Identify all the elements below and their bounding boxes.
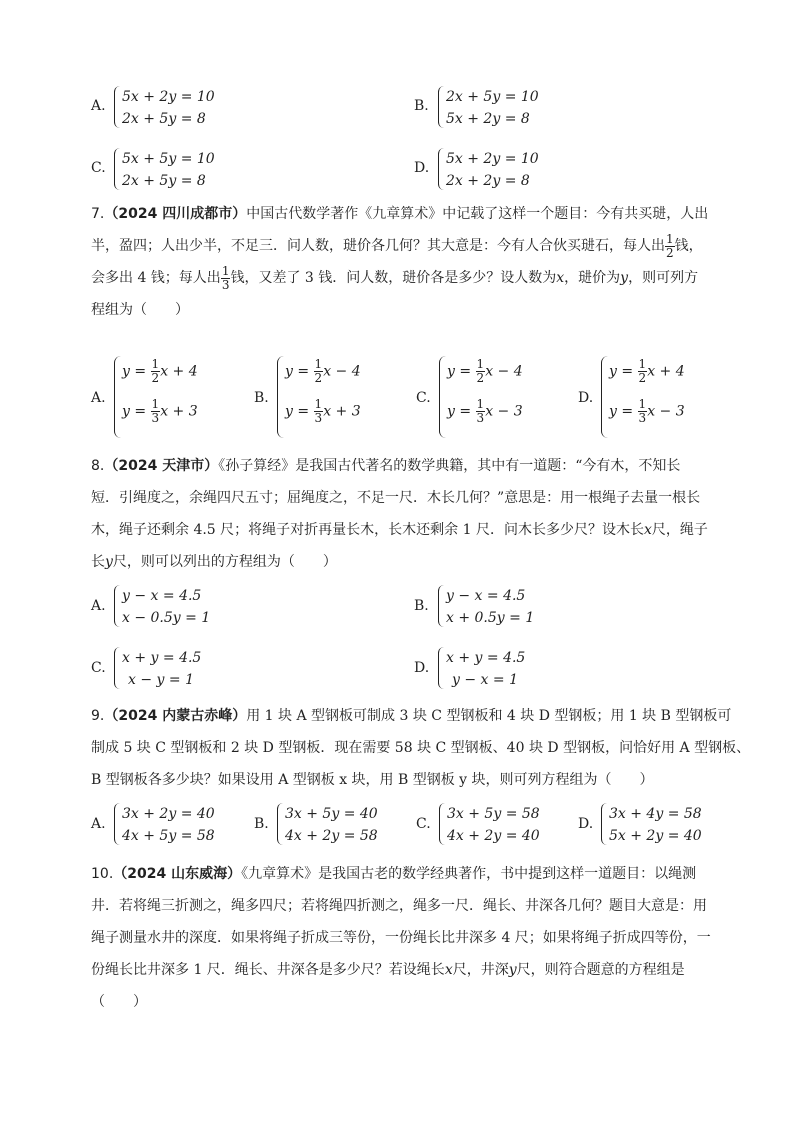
q9-option-b-brace (277, 803, 283, 845)
variable-y: y (105, 554, 113, 570)
q9-option-a-system (122, 803, 215, 847)
stem-line: 长 (91, 554, 105, 570)
question-source: （2024 天津市） (104, 458, 219, 474)
q9-option-c-system (447, 803, 540, 847)
q8-option-c-system (122, 647, 201, 691)
equation: x − y = 1 (128, 672, 194, 688)
equation: 4x + 2y = 40 (447, 828, 540, 844)
q9-option-c-brace (439, 803, 445, 845)
question-number: 10. (91, 866, 114, 882)
q6-option-c-brace (114, 148, 120, 190)
equation: 2x + 2y = 8 (446, 173, 530, 189)
q6-option-d-system (446, 148, 539, 192)
q9-option-d-label[interactable]: D. (578, 816, 594, 832)
q6-option-b-label[interactable]: B. (414, 98, 429, 114)
question-number: 9. (91, 708, 105, 724)
equation: 3x + 4y = 58 (609, 806, 702, 822)
q9-option-c-label[interactable]: C. (416, 816, 431, 832)
stem-line: 尺，则可以列出的方程组为（ ） (112, 554, 337, 570)
q8-option-a-system (122, 585, 210, 629)
equation: x + 0.5y = 1 (446, 610, 535, 626)
q7-option-a-brace (114, 356, 121, 438)
answer-blank: （ ） (91, 994, 147, 1010)
q6-option-c-system (122, 148, 215, 192)
q9-option-b-system (285, 803, 378, 847)
q7-option-d-system: y = $\frac{1}{2}$ x + 4 y = $\frac{1}{3}$ x − 3 (609, 357, 685, 425)
equation: 4x + 5y = 58 (122, 828, 215, 844)
q8-option-b-system (446, 585, 534, 629)
q7-stem (91, 200, 711, 324)
variable-x: x (556, 270, 565, 286)
q8-option-a-brace (114, 585, 120, 627)
q8-option-b-brace (438, 585, 444, 627)
stem-line: 尺，绳子 (651, 522, 708, 538)
stem-line: 井．若将绳三折测之，绳多四尺；若将绳四折测之，绳多一尺．绳长、井深各几何？题目大意是：用 (91, 898, 707, 914)
q9-option-d-system (609, 803, 702, 847)
equation: 2x + 5y = 8 (122, 111, 206, 127)
q9-option-a-label[interactable]: A. (91, 816, 106, 832)
q8-option-a-label[interactable]: A. (91, 598, 106, 614)
q6-option-c-label[interactable]: C. (91, 160, 106, 176)
equation: 5x + 2y = 8 (446, 111, 530, 127)
stem-line: 中国古代数学著作《九章算术》中记载了这样一个题目：今有共买琎，人出 (246, 206, 709, 222)
q9-option-a-brace (114, 803, 120, 845)
fraction-one-third: $\frac{1}{3}$ (221, 263, 230, 292)
q6-option-a-system (122, 86, 215, 130)
stem-line: 半，盈四；人出少半，不足三．问人数，琎价各几何？其大意是：今有人合伙买琎石，每人出 (91, 238, 665, 254)
q6-option-b-brace (438, 86, 444, 128)
q8-option-d-brace (438, 647, 444, 689)
equation: y − x = 4.5 (446, 588, 526, 604)
equation: 5x + 2y = 40 (609, 828, 702, 844)
equation: 5x + 5y = 10 (122, 151, 215, 167)
question-number: 8. (91, 458, 105, 474)
q10-stem (91, 860, 711, 1016)
question-source: （2024 山东威海） (113, 866, 242, 882)
q8-option-d-label[interactable]: D. (414, 660, 430, 676)
equation: 3x + 5y = 58 (447, 806, 540, 822)
equation: 5x + 2y = 10 (122, 89, 215, 105)
q8-option-b-label[interactable]: B. (414, 598, 429, 614)
equation: x + y = 4.5 (122, 650, 202, 666)
stem-line: ，琎价为 (564, 270, 621, 286)
question-source: （2024 四川成都市） (104, 206, 247, 222)
variable-y: y (508, 962, 517, 978)
equation: y − x = 4.5 (122, 588, 202, 604)
stem-line: 制成 5 块 C 型钢板和 2 块 D 型钢板．现在需要 58 块 C 型钢板、40 块 D 型钢板，问恰好用 A 型钢板、 (91, 740, 751, 756)
stem-line: 用 1 块 A 型钢板可制成 3 块 C 型钢板和 4 块 D 型钢板；用 1 块 B 型钢板可 (246, 708, 732, 724)
q7-option-b-system: y = $\frac{1}{2}$ x − 4 y = $\frac{1}{3}$ x + 3 (285, 357, 361, 425)
q6-option-b-system (446, 86, 539, 130)
stem-line: 尺，井深 (452, 962, 509, 978)
q7-option-c-brace (439, 356, 446, 438)
q7-option-b-brace (277, 356, 284, 438)
q7-option-a-label[interactable]: A. (91, 390, 106, 406)
variable-y: y (620, 270, 629, 286)
stem-line: 木，绳子还剩余 4.5 尺；将绳子对折再量长木，长木还剩余 1 尺．问木长多少尺？设木长 (91, 522, 644, 538)
q6-option-d-label[interactable]: D. (414, 160, 430, 176)
q8-stem (91, 452, 711, 576)
stem-line: 会多出 4 钱；每人出 (91, 270, 221, 286)
stem-line: 《孙子算经》是我国古代著名的数学典籍，其中有一道题：“今有木，不知长 (218, 458, 681, 474)
q6-option-a-label[interactable]: A. (91, 98, 106, 114)
stem-line: ，则可列方 (628, 270, 699, 286)
q8-option-c-label[interactable]: C. (91, 660, 106, 676)
stem-line: B 型钢板各多少块？如果设用 A 型钢板 x 块，用 B 型钢板 y 块，则可列方程组为（ ） (91, 772, 654, 788)
fraction-one-half: $\frac{1}{2}$ (666, 231, 674, 260)
q9-option-d-brace (601, 803, 607, 845)
equation: 4x + 2y = 58 (285, 828, 378, 844)
q7-option-d-label[interactable]: D. (578, 390, 594, 406)
q6-option-a-brace (114, 86, 120, 128)
stem-line: 尺，则符合题意的方程组是 (516, 962, 685, 978)
stem-line: 短．引绳度之，余绳四尺五寸；屈绳度之，不足一尺．木长几何？”意思是：用一根绳子去量一根长 (91, 490, 701, 506)
equation: x − 0.5y = 1 (122, 610, 211, 626)
q8-option-d-system (446, 647, 525, 691)
q7-option-c-label[interactable]: C. (416, 390, 431, 406)
equation: 5x + 2y = 10 (446, 151, 539, 167)
equation: x + y = 4.5 (446, 650, 526, 666)
q7-option-d-brace (601, 356, 608, 438)
variable-x: x (444, 962, 453, 978)
q8-option-c-brace (114, 647, 120, 689)
equation: 2x + 5y = 10 (446, 89, 539, 105)
q7-option-b-label[interactable]: B. (254, 390, 269, 406)
stem-line: 钱，又差了 3 钱．问人数，琎价各是多少？设人数为 (230, 270, 557, 286)
q7-option-a-system: y = $\frac{1}{2}$ x + 4 y = $\frac{1}{3}$ x + 3 (122, 357, 198, 425)
stem-line: 钱， (674, 238, 703, 254)
stem-line: 份绳长比井深多 1 尺．绳长、井深各是多少尺？若设绳长 (91, 962, 445, 978)
question-number: 7. (91, 206, 105, 222)
q9-option-b-label[interactable]: B. (254, 816, 269, 832)
question-source: （2024 内蒙古赤峰） (104, 708, 247, 724)
stem-line: 程组为（ ） (91, 302, 189, 318)
q6-option-d-brace (438, 148, 444, 190)
equation: 3x + 2y = 40 (122, 806, 215, 822)
q9-stem (91, 702, 751, 794)
equation: y − x = 1 (452, 672, 518, 688)
stem-line: 《九章算术》是我国古老的数学经典著作，书中提到这样一道题目：以绳测 (241, 866, 697, 882)
equation: 3x + 5y = 40 (285, 806, 378, 822)
equation: 2x + 5y = 8 (122, 173, 206, 189)
stem-line: 绳子测量水井的深度．如果将绳子折成三等份，一份绳长比井深多 4 尺；如果将绳子折成四等份，一 (91, 930, 711, 946)
q7-option-c-system: y = $\frac{1}{2}$ x − 4 y = $\frac{1}{3}$ x − 3 (447, 357, 523, 425)
variable-x: x (643, 522, 652, 538)
